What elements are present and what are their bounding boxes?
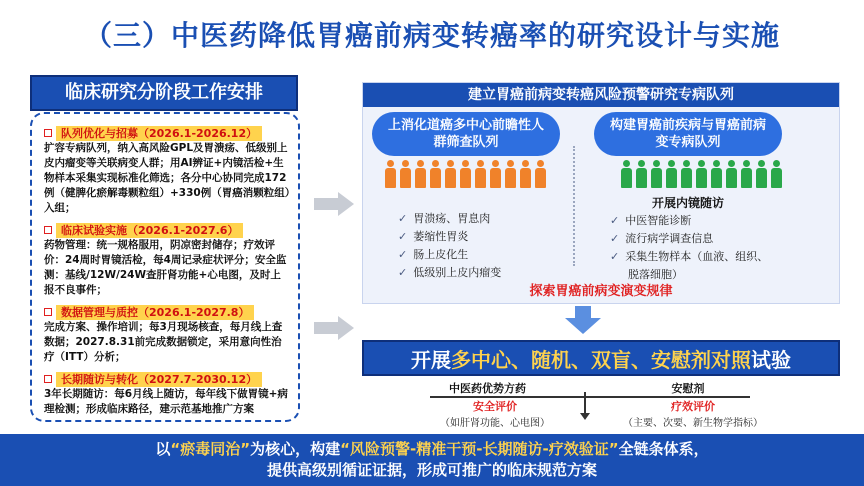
person-icon [740,160,753,188]
person-icon [770,160,783,188]
person-icon [650,160,663,188]
stage-title: 临床试验实施（2026.1-2027.6） [56,223,243,238]
right-arrow-icon [314,192,354,216]
stage-text: 药物管理：统一规格服用，阴凉密封储存；疗效评价：24周时胃镜活检，每4周记录症状评分；安全监测：基线/12W/24W查肝肾功能+心电图，及时上报不良事件； [44,239,287,296]
person-icon [489,160,502,188]
list-item: 脱落细胞） [628,268,683,281]
check-icon: ✓ [398,230,408,243]
check-icon: ✓ [398,266,408,279]
checkbox-icon [44,375,52,383]
down-arrow-icon [565,306,601,334]
person-icon [474,160,487,188]
right-followup-list [610,212,768,284]
check-icon: ✓ [610,250,620,263]
stage-list [30,112,300,422]
person-icon [384,160,397,188]
person-icon [444,160,457,188]
stage-text: 扩容专病队列，纳入高风险GPL及胃溃疡、低级别上皮内瘤变等关联病变人群；用AI辨证+内镜活检+生物样本采集实现标准化筛选；各分中心协同完成172例（健脾化瘀解毒颗粒组）+330例（胃癌消颗粒组）入组； [44,142,290,214]
person-icon [504,160,517,188]
person-icon [399,160,412,188]
arm-right-label: 安慰剂 [671,382,705,395]
check-icon: ✓ [398,248,408,261]
checkbox-icon [44,308,52,316]
stage-4 [44,368,290,417]
cohort-panel-header: 建立胃癌前病变转癌风险预警研究专病队列 [363,83,839,107]
efficacy-eval: 疗效评价 （主要、次要、新生物学指标） [623,400,763,429]
list-item: ✓ 萎缩性胃炎 [398,230,469,243]
person-icon [665,160,678,188]
stage-text: 完成方案、操作培训；每3月现场核查，每月线上查数据；2027.8.31前完成数据锁定，采用意向性治疗（ITT）分析； [44,321,283,363]
check-icon: ✓ [610,232,620,245]
check-icon: ✓ [398,212,408,225]
page-title: （三）中医药降低胃癌前病变转癌率的研究设计与实施 [83,19,780,52]
person-icon [429,160,442,188]
checkbox-icon [44,129,52,137]
list-item: ✓ 采集生物样本（血液、组织、 [610,250,769,263]
disease-cohort-pill: 构建胃癌前疾病与胃癌前病变专病队列 [594,112,782,156]
list-item: ✓ 肠上皮化生 [398,248,469,261]
right-arrow-icon [314,316,354,340]
person-icon [414,160,427,188]
explore-caption: 探索胃癌前病变演变规律 [529,284,673,299]
left-condition-list [398,210,501,282]
person-icon [695,160,708,188]
divider-dotted [573,146,575,266]
person-icon [635,160,648,188]
person-icon [680,160,693,188]
left-panel-header: 临床研究分阶段工作安排 [30,75,298,111]
person-icon [755,160,768,188]
list-item: ✓ 低级别上皮内瘤变 [398,266,502,279]
evaluation-arrow-icon [584,392,586,414]
person-icon [620,160,633,188]
stage-title: 长期随访与转化（2027.7-2030.12） [56,372,262,387]
trial-banner-highlight: 多中心、随机、双盲、安慰剂对照 [451,347,751,372]
summary-banner [0,434,864,486]
trial-banner: 开展 多中心、随机、双盲、安慰剂对照 试验 [362,340,840,376]
arm-left [410,380,565,396]
stage-2 [44,219,290,298]
person-icon [710,160,723,188]
arm-right [608,380,768,396]
safety-eval: 安全评价 （如肝肾功能、心电图） [440,400,550,429]
summary-line-1: 以“瘀毒同治”为核心，构建“风险预警-精准干预-长期随访-疗效验证”全链条体系， [155,440,709,458]
list-item: ✓ 胃溃疡、胃息肉 [398,212,491,225]
person-icon [519,160,532,188]
check-icon: ✓ [610,214,620,227]
list-item: ✓ 流行病学调查信息 [610,232,714,245]
person-icon [534,160,547,188]
orange-people-icons [384,160,547,188]
person-icon [459,160,472,188]
arm-left-label: 中医药优势方药 [449,382,526,395]
green-people-icons [620,160,783,188]
checkbox-icon [44,226,52,234]
stage-title: 数据管理与质控（2026.1-2027.8） [56,305,254,320]
screening-cohort-pill: 上消化道癌多中心前瞻性人群筛查队列 [372,112,560,156]
endoscopy-followup-title: 开展内镜随访 [652,196,725,210]
person-icon [725,160,738,188]
summary-line-2: 提供高级别循证证据，形成可推广的临床规范方案 [266,461,597,479]
stage-1 [44,122,290,216]
stage-text: 3年长期随访：每6月线上随访，每年线下做胃镜+病理检测；形成临床路径，建示范基地推广方案 [44,388,288,415]
stage-title: 队列优化与招募（2026.1-2026.12） [56,126,262,141]
list-item: ✓ 中医智能诊断 [610,214,692,227]
stage-3 [44,301,290,365]
